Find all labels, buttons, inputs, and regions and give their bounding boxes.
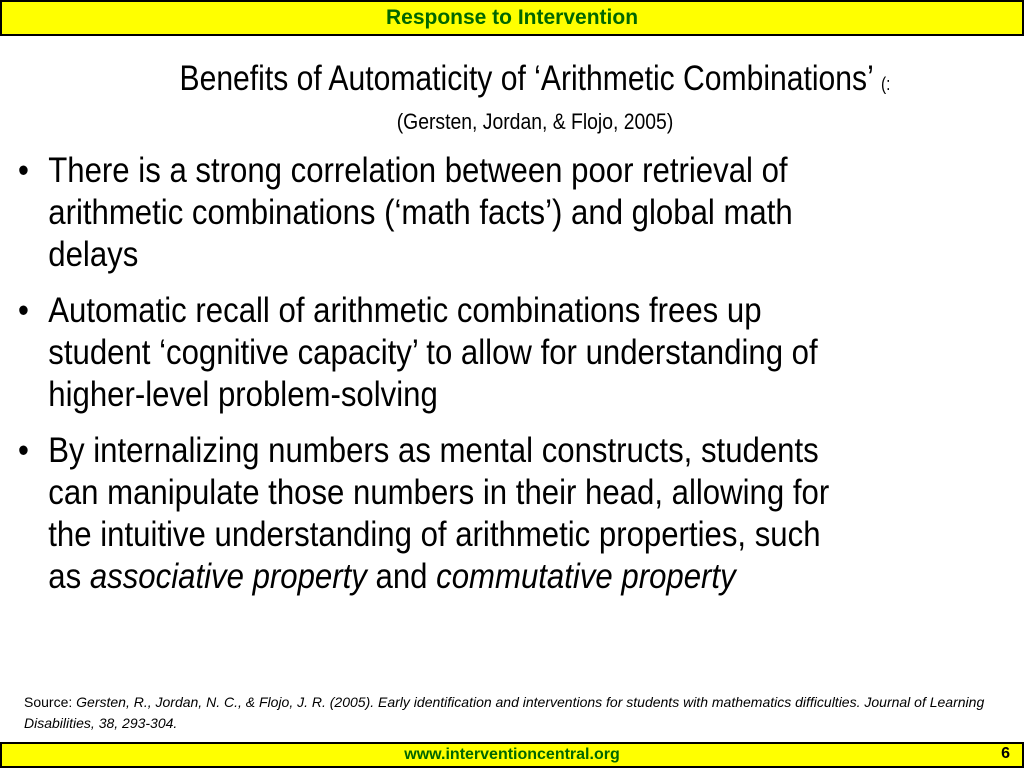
bullet-text: as <box>48 557 90 596</box>
bullet-text: and <box>366 557 437 596</box>
bullet-line: higher-level problem-solving <box>48 375 438 414</box>
source-citation: Gersten, R., Jordan, N. C., & Flojo, J. R. (2005). Early identification and interventions for students with mathematics difficulties. Journal of Learning Disabilities, 38, 293-304. <box>24 694 985 731</box>
bullet-line: delays <box>48 235 139 274</box>
bullet-dot-icon: • <box>18 431 29 470</box>
bullet-dot-icon: • <box>18 151 29 190</box>
footer-url: www.interventioncentral.org <box>404 746 620 763</box>
bullet-line: student ‘cognitive capacity’ to allow for understanding of <box>48 333 818 372</box>
page-number: 6 <box>1001 745 1010 762</box>
bullet-line: There is a strong correlation between poor retrieval of <box>48 151 788 190</box>
bullet-list <box>18 150 908 612</box>
bullet-item <box>18 430 908 598</box>
bullet-line: By internalizing numbers as mental constructs, students <box>48 431 819 470</box>
source-note <box>24 692 1004 734</box>
bullet-dot-icon: • <box>18 291 29 330</box>
bullet-item <box>18 290 908 416</box>
bullet-item <box>18 150 908 276</box>
header-title: Response to Intervention <box>385 6 639 29</box>
bullet-line: the intuitive understanding of arithmetic properties, such <box>48 515 821 554</box>
source-label: Source: <box>24 694 77 710</box>
commutative-property-term: commutative property <box>436 557 736 596</box>
bullet-line-last <box>48 556 908 598</box>
bullet-line: Automatic recall of arithmetic combinations frees up <box>48 291 762 330</box>
bullet-line: can manipulate those numbers in their head, allowing for <box>48 473 830 512</box>
slide-title <box>144 58 927 105</box>
header-banner <box>0 0 1024 36</box>
bullet-line: arithmetic combinations (‘math facts’) and global math <box>48 193 793 232</box>
slide-title-suffix: (: <box>881 74 891 94</box>
slide-subtitle: (Gersten, Jordan, & Flojo, 2005) <box>396 109 674 134</box>
footer-banner <box>0 742 1024 768</box>
slide-title-text: Benefits of Automaticity of ‘Arithmetic Combinations’ <box>179 59 873 98</box>
associative-property-term: associative property <box>89 557 367 596</box>
